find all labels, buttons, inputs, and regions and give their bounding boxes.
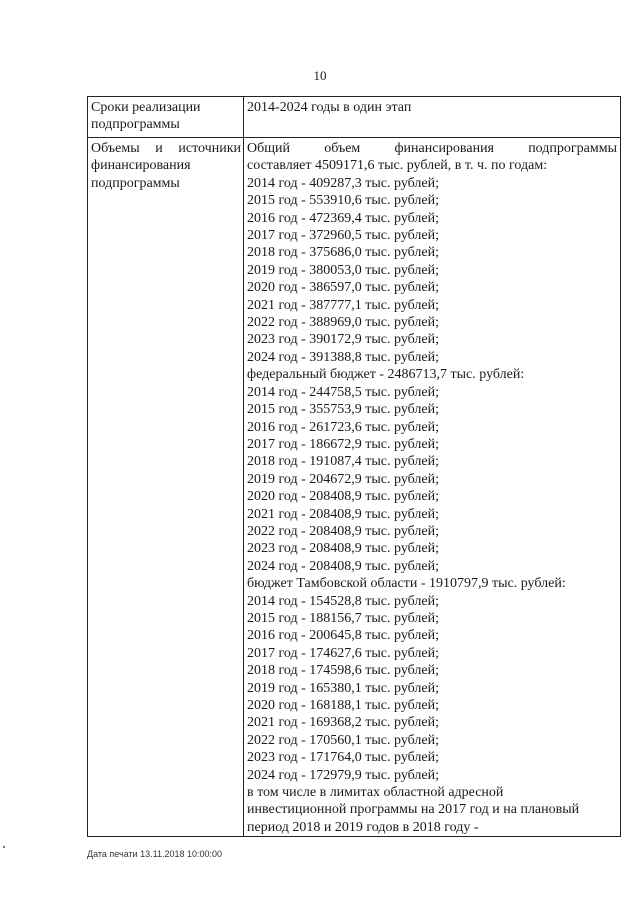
- funding-line: 2014 год - 409287,3 тыс. рублей;: [247, 175, 440, 191]
- table-row-implementation-period: [88, 97, 621, 138]
- funding-line: 2016 год - 261723,6 тыс. рублей;: [247, 419, 440, 435]
- row-value-line: 2014-2024 годы в один этап: [247, 100, 412, 115]
- label-word: источники: [178, 141, 241, 156]
- label-word: Объемы: [91, 141, 140, 156]
- funding-line: 2023 год - 171764,0 тыс. рублей;: [247, 750, 440, 766]
- row-label-line: подпрограммы: [91, 117, 180, 133]
- funding-line: 2015 год - 553910,6 тыс. рублей;: [247, 193, 440, 209]
- funding-line: 2016 год - 472369,4 тыс. рублей;: [247, 210, 440, 226]
- print-date: Дата печати 13.11.2018 10:00:00: [87, 849, 223, 859]
- funding-line: 2016 год - 200645,8 тыс. рублей;: [247, 628, 440, 644]
- funding-line: 2024 год - 172979,9 тыс. рублей;: [247, 767, 440, 783]
- value-word: финансирования: [394, 141, 494, 156]
- funding-line: 2020 год - 168188,1 тыс. рублей;: [247, 698, 440, 713]
- row-label-line-justified: [91, 140, 241, 157]
- funding-line: 2017 год - 372960,5 тыс. рублей;: [247, 228, 440, 244]
- funding-line: 2024 год - 208408,9 тыс. рублей;: [247, 558, 440, 574]
- funding-line: 2024 год - 391388,8 тыс. рублей;: [247, 349, 440, 365]
- value-word: Общий: [247, 141, 290, 156]
- funding-line: 2021 год - 387777,1 тыс. рублей;: [247, 297, 440, 313]
- value-word: подпрограммы: [528, 141, 617, 156]
- funding-line: 2020 год - 386597,0 тыс. рублей;: [247, 280, 440, 296]
- label-word: и: [155, 141, 163, 156]
- funding-lines-list: [247, 157, 617, 836]
- funding-line: 2014 год - 154528,8 тыс. рублей;: [247, 593, 440, 609]
- funding-line: период 2018 и 2019 годов в 2018 году -: [247, 819, 479, 835]
- funding-line: составляет 4509171,6 тыс. рублей, в т. ч. по годам:: [247, 158, 548, 174]
- value-word: объем: [324, 141, 361, 156]
- funding-line: 2019 год - 380053,0 тыс. рублей;: [247, 262, 440, 278]
- row-value-cell: [244, 97, 621, 138]
- funding-line: 2021 год - 208408,9 тыс. рублей;: [247, 506, 440, 522]
- funding-line: федеральный бюджет - 2486713,7 тыс. рублей:: [247, 367, 525, 383]
- funding-line: 2018 год - 191087,4 тыс. рублей;: [247, 454, 440, 470]
- funding-line: 2017 год - 174627,6 тыс. рублей;: [247, 645, 440, 661]
- funding-line: 2022 год - 388969,0 тыс. рублей;: [247, 315, 440, 331]
- funding-line: в том числе в лимитах областной адресной: [247, 785, 504, 801]
- funding-line: 2021 год - 169368,2 тыс. рублей;: [247, 715, 440, 731]
- funding-line: 2017 год - 186672,9 тыс. рублей;: [247, 436, 440, 452]
- funding-line: 2018 год - 375686,0 тыс. рублей;: [247, 245, 440, 261]
- funding-line: 2022 год - 208408,9 тыс. рублей;: [247, 523, 440, 539]
- row-label-line: подпрограммы: [91, 175, 180, 191]
- funding-line: 2019 год - 165380,1 тыс. рублей;: [247, 680, 440, 696]
- scan-mark: [3, 846, 5, 848]
- funding-line: 2022 год - 170560,1 тыс. рублей;: [247, 732, 440, 748]
- funding-line: 2020 год - 208408,9 тыс. рублей;: [247, 489, 440, 505]
- row-value-line-justified: [247, 140, 617, 157]
- row-label-line: финансирования: [91, 158, 191, 174]
- funding-line: 2015 год - 188156,7 тыс. рублей;: [247, 610, 440, 626]
- row-label-cell: [88, 97, 244, 138]
- funding-line: бюджет Тамбовской области - 1910797,9 тыс. рублей:: [247, 576, 566, 592]
- funding-line: 2018 год - 174598,6 тыс. рублей;: [247, 663, 440, 679]
- table-row-funding: [88, 138, 621, 837]
- subprogram-passport-table: [87, 96, 621, 837]
- funding-line: 2023 год - 208408,9 тыс. рублей;: [247, 541, 440, 557]
- funding-line: 2023 год - 390172,9 тыс. рублей;: [247, 332, 440, 348]
- funding-line: 2015 год - 355753,9 тыс. рублей;: [247, 402, 440, 418]
- funding-line: инвестиционной программы на 2017 год и на плановый: [247, 802, 580, 818]
- row-label-cell: [88, 138, 244, 837]
- row-value-cell: [244, 138, 621, 837]
- page-number: 10: [313, 68, 327, 83]
- funding-line: 2019 год - 204672,9 тыс. рублей;: [247, 471, 440, 487]
- funding-line: 2014 год - 244758,5 тыс. рублей;: [247, 384, 440, 400]
- row-label-line: Сроки реализации: [91, 100, 201, 115]
